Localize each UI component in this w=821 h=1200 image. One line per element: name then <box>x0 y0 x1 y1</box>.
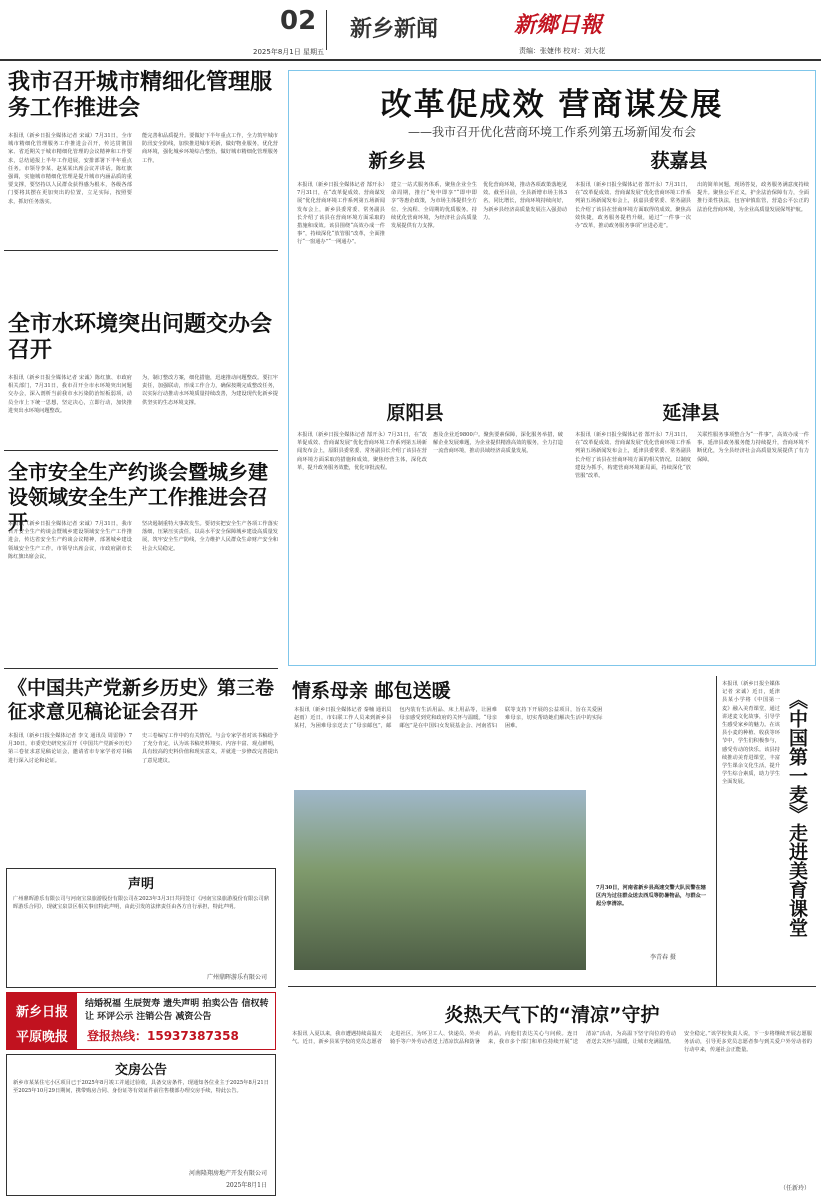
article-body-cont: 能完善和品质提升。要做好下半年重点工作，全力筑牢城市防汛安全防线，加快推进城市更新，做好物业服务，优化营商环境，强化城乡环境综合整治，做好城市精细化管理服务工作。 <box>142 133 278 164</box>
article-cool-care <box>288 1000 816 1196</box>
ad-brand-2: 平原晚报 <box>15 1030 68 1045</box>
ad-services: 结婚祝福 生辰贺寿 遗失声明 拍卖公告 信权转让 环评公示 注销公告 减资公告 <box>85 999 269 1022</box>
feature-box <box>288 70 816 666</box>
article-body: 本报讯（新乡日报全媒体记者 宋诚）7月31日，全市城市精细化管理服务工作推进会召开，传达贯彻国家、省近期关于城市精细化管理的会议精神和工作要求，总结通报上半年工作进展，安排部署下半年重点任务。市领导李某、赵某某出席会议并讲话。陈红旗强调，实施城市精细化管理是提升城市内涵品质的重要支撑，要坚持以人民群众获得感为根本，各级各部门要将其摆在更加突出的位置，立足实际，按照要求，抓好任务落实。 <box>8 133 132 205</box>
divider <box>4 250 278 251</box>
xinxiang-body: 本报讯（新乡日报全媒体记者 郜开永）7月31日，在“改革促成效、营商谋发展”优化营商环境工作系列第五场新闻发布会上，新乡县委常委、常务副县长介绍了该县在营商环境方面采取的措施和成效。该县围绕“高效办成一件事”，持续深化“放管服”改革，全面推行“一窗通办”“一网通办”。 <box>297 182 385 246</box>
article-title: 全市安全生产约谈会暨城乡建设领域安全生产工作推进会召开 <box>8 460 268 534</box>
section-title: 新乡新闻 <box>350 17 439 42</box>
article-body-cont: 安全稳定。”该学校负责人说，下一步将继续开展志愿服务活动，引导更多党员志愿者参与到关爱户外劳动者的行动中来，传递社会正能量。 <box>684 1031 812 1054</box>
article-body-cont: 史三卷编写工作中的有关情况。与会专家学者对该书稿给予了充分肯定，认为该书稿史料翔实、内容丰富、观点鲜明，具有较高的史料价值和现实意义，并就进一步修改完善提出了意见建议。 <box>142 733 278 764</box>
article-safety <box>4 460 280 655</box>
divider <box>288 986 816 987</box>
article-body: 本报讯（新乡日报全媒体记者 宋诚）陈红旗、市政府相关部门，7月31日，我市召开全市水环境突出问题交办会，深入剖析当前我市水污染防治短板弱项，动员全市上下统一思想，坚定决心，立即行动，加快推进突出水环境问题整改。 <box>8 375 132 414</box>
photo-credit: 李青春 摄 <box>650 954 676 961</box>
article-title: 全市水环境突出问题交办会召开 <box>8 312 273 363</box>
page-number: 02 <box>280 6 317 36</box>
notice-title: 交房公告 <box>114 1063 167 1078</box>
article-body: 本报讯（新乡日报全媒体记者 宋诚）近日，延津县某小学将《中国第一麦》融入美育课堂，通过讲述麦文化故事，引导学生感受家乡的魅力。在该县小麦的种植、收获等环节中，学生们积极参与，感受劳动的快乐。该县持续推动美育进课堂，丰富学生课余文化生活，提升学生综合素质，助力学生全面发展。 <box>722 681 780 786</box>
divider <box>4 450 278 451</box>
notice-box <box>6 868 276 988</box>
article-body-cont: 为，制订整改方案，细化措施，迅速推动问题整改。要扛牢责任，加强联动，形成工作合力，确保按期完成整改任务，以实际行动推动水环境质量持续改善，为建设现代化新乡提供坚实的生态环境支撑。 <box>142 375 278 406</box>
xinxiang-body-cont: 建立一站式服务体系，聚焦企业全生命周期，推行“免申即享”“即申即享”等惠企政策，为市场主体提供全方位、全流程、全周期的优质服务。持续优化营商环境，为经济社会高质量发展提供有力支撑。 <box>391 182 477 230</box>
divider <box>4 668 278 669</box>
ad-brand-1: 新乡日报 <box>15 1005 68 1020</box>
photo-caption: 7月30日，河南省新乡县高速交警大队民警在辖区内为过往群众送去西瓜等防暑物品，与群众一起分享清凉。 <box>596 885 706 908</box>
article-body: 本报讯（新乡日报全媒体记者 宋诚）7月31日，我市召开安全生产约谈会暨城乡建设领域安全生产工作推进会，传达省安全生产约谈会议精神，部署城乡建设领域安全生产工作。市领导出席会议，市政府副市长陈红旗出席会议。 <box>8 521 132 560</box>
article-urban-management <box>4 70 280 245</box>
article-credit: （任新玲） <box>779 1185 810 1192</box>
article-body: 本报讯（新乡日报全媒体记者 李文 通讯员 周雷铮）7月30日，市委党史研究室召开《中国共产党新乡历史》第三卷征求意见稿论证会，邀请省市专家学者对书稿进行深入讨论和论证。 <box>8 733 132 764</box>
article-party-history <box>4 676 280 856</box>
news-photo <box>294 790 586 970</box>
huojia-body-cont: 出的简单问题，现场答复，政务服务满意度持续提升。聚焦公平正义，护企法治保障有力，全面推行柔性执法，包容审慎监管，营造公平公正的法治化营商环境，为企业高质量发展保驾护航。 <box>697 182 809 213</box>
notice-title: 声明 <box>127 877 154 892</box>
notice-date: 2025年8月1日 <box>226 1182 267 1189</box>
article-body: 本报讯（新乡日报全媒体记者 秦楠 通讯员 赵雨）近日，市妇联工作人员来到新乡县某村，为困难母亲送去了“母亲邮包”，邮包内装有生活用品、床上用品等，让困难母亲感受到党和政府的关怀与温暖。“母亲邮包”是在中国妇女发展基金会、河南省妇联等支持下开展的公益项目，旨在关爱困难母亲，切实帮助她们解决生活中的实际困难。 <box>294 707 603 730</box>
feature-subhead: ——我市召开优化营商环境工作系列第五场新闻发布会 <box>407 125 696 139</box>
handover-notice-box <box>6 1054 276 1196</box>
county-title-huojia: 获嘉县 <box>650 149 708 172</box>
article-water-environment <box>4 312 280 462</box>
masthead-rule <box>0 59 821 61</box>
paper-logo: 新鄉日報 <box>514 13 603 38</box>
ad-block <box>6 992 276 1050</box>
masthead-divider <box>326 10 327 50</box>
ad-brand-box <box>7 993 77 1049</box>
yuanyang-body: 本报讯（新乡日报全媒体记者 郜开永）7月31日，在“改革促成效、营商谋发展”优化营商环境工作系列第五场新闻发布会上，原阳县委常委、常务副县长介绍了该县在营商环境方面采取的措施和成效。聚焦经营主体，深化改革，提升政务服务效能，优化审批流程。 <box>297 432 427 471</box>
county-title-xinxiang: 新乡县 <box>368 149 426 172</box>
divider <box>716 676 717 986</box>
article-body: 本报讯 入夏以来，我市遭遇持续高温天气。近日，新乡县某学校的党员志愿者走进社区，为环卫工人、快递员、外卖骑手等户外劳动者送上清凉饮品和防暑药品，向他们表达关心与问候。连日来，我市多个部门和单位持续开展“送清凉”活动，为高温下坚守岗位的劳动者送去关怀与温暖，让城市充满温情。 <box>292 1031 676 1046</box>
yanjin-body: 本报讯（新乡日报全媒体记者 郜开永）7月31日，在“改革促成效、营商谋发展”优化营商环境工作系列第五场新闻发布会上，延津县委常委、常务副县长介绍了该县在营商环境方面的相关情况。以制度建设为抓手，构建营商环境新局面，持续深化“放管服”改革。 <box>575 432 691 480</box>
yuanyang-body-cont: 惠及企业近9800户。聚焦要素保障，深化服务举措，破解企业发展难题，为企业提供精准高效的服务，全力打造一流营商环境，推动县域经济高质量发展。 <box>433 432 563 455</box>
article-title: 《中国共产党新乡历史》第三卷征求意见稿论证会召开 <box>8 677 275 723</box>
notice-body: 广州鼎晖游乐有限公司与河南宝泉旅游股份有限公司在2023年3月3日共同签订《河南宝泉旅游股份有限公司鼎晖游乐合同》，现就宝泉景区相关事宜特此声明，由此引发的法律责任由各方自行承担，特此声明。 <box>13 896 269 911</box>
huojia-body: 本报讯（新乡日报全媒体记者 郜开永）7月31日，在“改革促成效、营商谋发展”优化营商环境工作系列第五场新闻发布会上，获嘉县委常委、常务副县长介绍了该县在营商环境方面取得的成效。聚焦高效快捷，政务服务提档升级，通过“一件事一次办”改革，推动政务服务事项“应进必进”。 <box>575 182 691 230</box>
article-mother-parcel <box>290 676 710 796</box>
notice-body: 新乡市某某住宅小区项目已于2025年8月竣工并通过验收，具备交房条件，现通知各位业主于2025年8月21日至2025年10月29日期间，携带购房合同、身份证等有效证件前往售楼部办理交房手续，特此公告。 <box>13 1080 269 1095</box>
article-title: 我市召开城市精细化管理服务工作推进会 <box>8 70 273 121</box>
article-title: 情系母亲 邮包送暖 <box>292 680 451 702</box>
article-title: 《中国第一麦》走进美育课堂 <box>786 690 808 937</box>
notice-signature: 河南隆翔房地产开发有限公司 <box>188 1170 267 1177</box>
issue-date: 2025年8月1日 星期五 <box>253 48 324 56</box>
feature-headline: 改革促成效 营商谋发展 <box>380 87 724 123</box>
county-title-yuanyang: 原阳县 <box>386 401 444 424</box>
article-title: 炎热天气下的“清凉”守护 <box>444 1004 660 1026</box>
editor-line: 责编：张婕伟 校对：刘大花 <box>519 47 606 55</box>
masthead <box>0 0 821 62</box>
county-title-yanjin: 延津县 <box>662 401 720 424</box>
article-body-cont: 坚决遏制重特大事故发生。要切实把安全生产各项工作落实落细，压紧压实责任，以高水平安全保障城乡建设高质量发展，筑牢安全生产防线，全力维护人民群众生命财产安全和社会大局稳定。 <box>142 521 278 552</box>
xinxiang-body-cont2: 优化营商环境，推动各项政策落地见效。截至目前，全县新增市场主体3名，同比增长，营商环境持续向好，为新乡县经济高质量发展注入强劲动力。 <box>483 182 567 221</box>
notice-signature: 广州鼎晖游乐有限公司 <box>206 974 267 981</box>
yanjin-body-cont: 关联性服务事项整合为“一件事”，高效办成一件事，延津县政务服务能力持续提升，营商环境不断优化，为全县经济社会高质量发展提供了有力保障。 <box>697 432 809 463</box>
ad-hotline: 登报热线：15937387358 <box>87 1029 239 1043</box>
